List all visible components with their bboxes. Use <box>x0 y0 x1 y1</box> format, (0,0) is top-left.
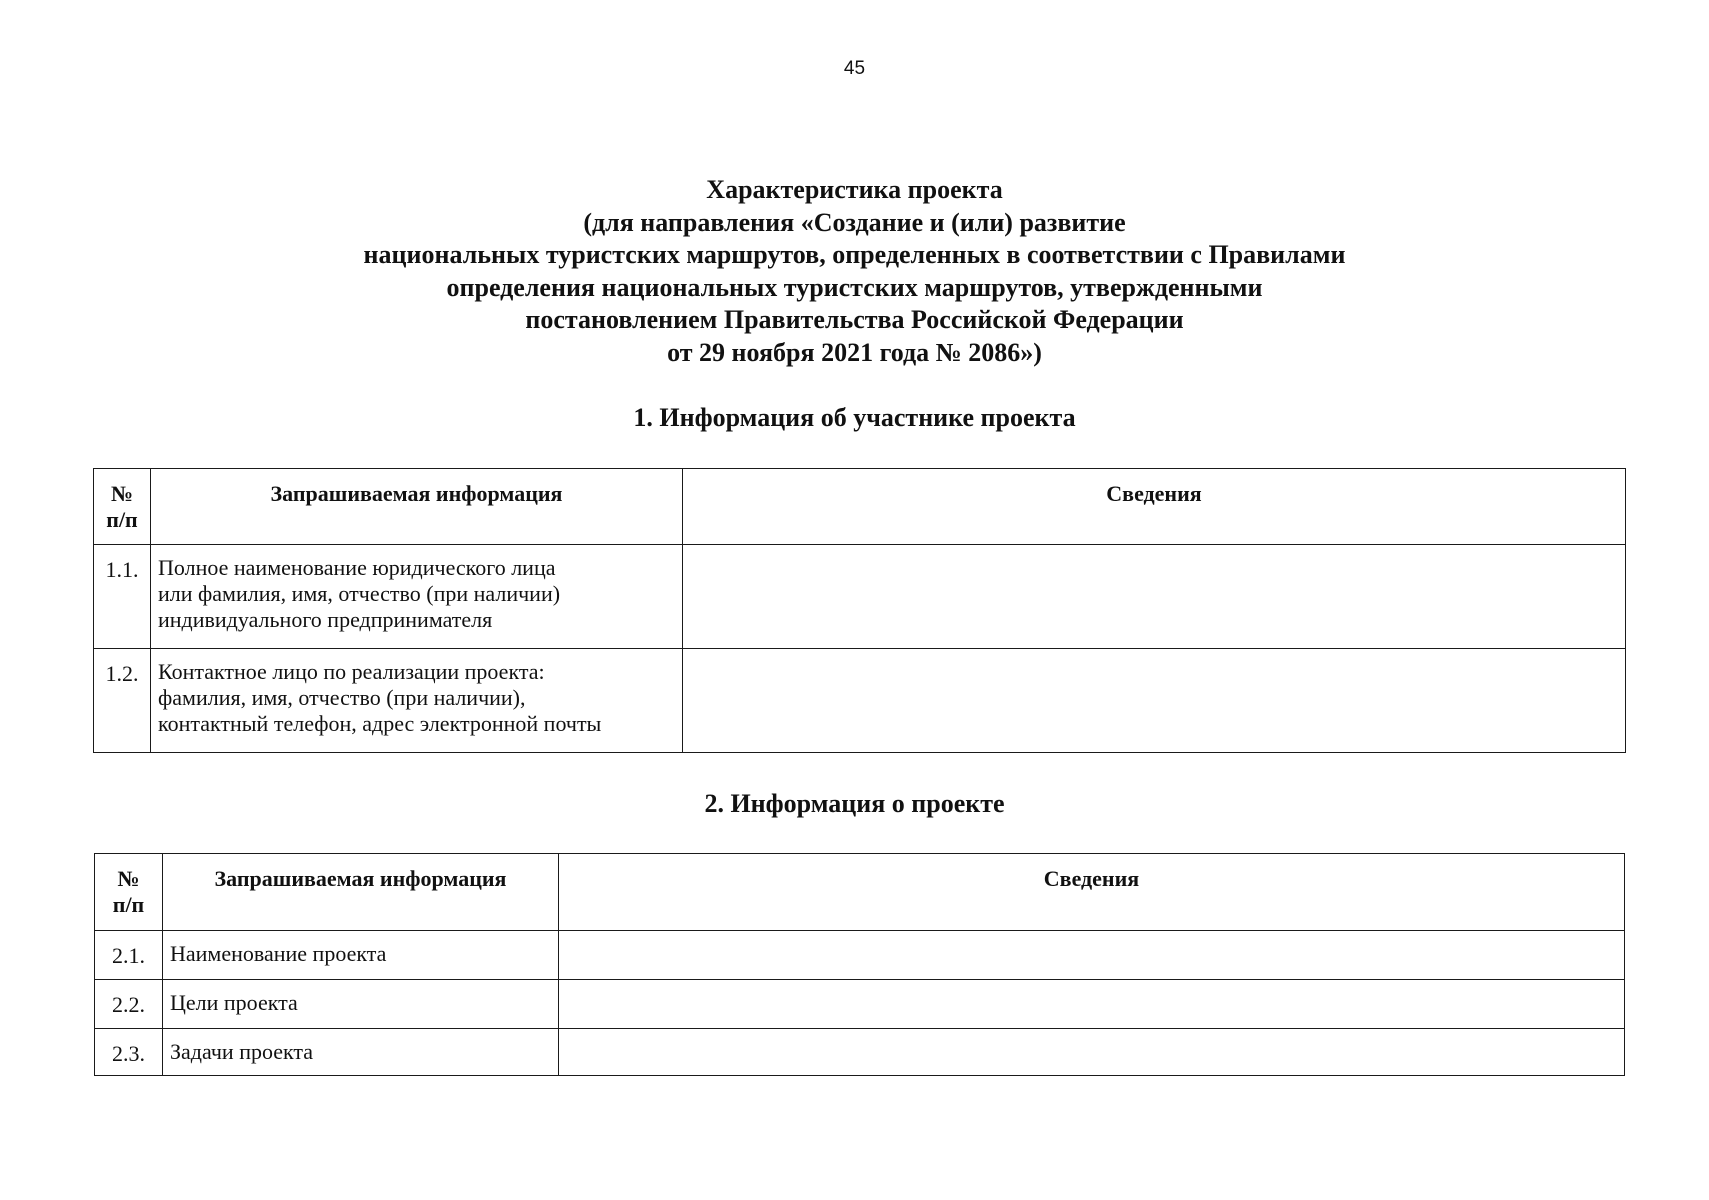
table-row <box>95 931 1625 980</box>
row-request: Цели проекта <box>163 980 559 1029</box>
title-line: национальных туристских маршрутов, определенных в соответствии с Правилами <box>363 240 1346 269</box>
title-line: Характеристика проекта <box>706 175 1003 204</box>
header-num-line2: п/п <box>112 892 145 917</box>
request-line: индивидуального предпринимателя <box>158 607 493 632</box>
column-header-request: Запрашиваемая информация <box>163 854 559 931</box>
table-header-row <box>94 469 1626 545</box>
row-request: Наименование проекта <box>163 931 559 980</box>
project-info-table <box>94 853 1625 1076</box>
title-line: (для направления «Создание и (или) развитие <box>583 207 1126 237</box>
title-line: от 29 ноября 2021 года № 2086») <box>667 337 1042 367</box>
row-number: 2.2. <box>95 980 163 1029</box>
page-number: 45 <box>843 58 866 79</box>
participant-info-table <box>93 468 1626 753</box>
request-line: Контактное лицо по реализации проекта: <box>158 659 545 684</box>
row-request <box>151 649 683 753</box>
section2-heading: 2. Информация о проекте <box>704 789 1005 818</box>
row-number: 2.3. <box>95 1029 163 1076</box>
title-line: постановлением Правительства Российской Федерации <box>525 305 1184 334</box>
row-details-field[interactable] <box>683 545 1626 649</box>
row-details-field[interactable] <box>559 980 1625 1029</box>
row-number: 1.1. <box>94 545 151 649</box>
table-row <box>95 1029 1625 1076</box>
row-request: Задачи проекта <box>163 1029 559 1076</box>
column-header-details: Сведения <box>683 469 1626 545</box>
table-row <box>94 649 1626 753</box>
request-line: Полное наименование юридического лица <box>158 555 556 580</box>
title-line: определения национальных туристских маршрутов, утвержденными <box>446 272 1263 302</box>
row-details-field[interactable] <box>559 1029 1625 1076</box>
header-num-line1: № <box>110 481 134 506</box>
table-header-row <box>95 854 1625 931</box>
row-details-field[interactable] <box>559 931 1625 980</box>
header-num-line2: п/п <box>106 507 138 532</box>
document-title <box>0 174 1709 369</box>
table-row <box>95 980 1625 1029</box>
request-line: фамилия, имя, отчество (при наличии), <box>158 685 526 710</box>
request-line: или фамилия, имя, отчество (при наличии) <box>158 581 561 606</box>
row-number: 2.1. <box>95 931 163 980</box>
column-header-details: Сведения <box>559 854 1625 931</box>
column-header-number <box>94 469 151 545</box>
table-row <box>94 545 1626 649</box>
row-details-field[interactable] <box>683 649 1626 753</box>
column-header-request: Запрашиваемая информация <box>151 469 683 545</box>
row-request <box>151 545 683 649</box>
section1-heading: 1. Информация об участнике проекта <box>633 403 1076 432</box>
request-line: контактный телефон, адрес электронной почты <box>158 711 602 736</box>
row-number: 1.2. <box>94 649 151 753</box>
header-num-line1: № <box>117 866 140 891</box>
column-header-number <box>95 854 163 931</box>
